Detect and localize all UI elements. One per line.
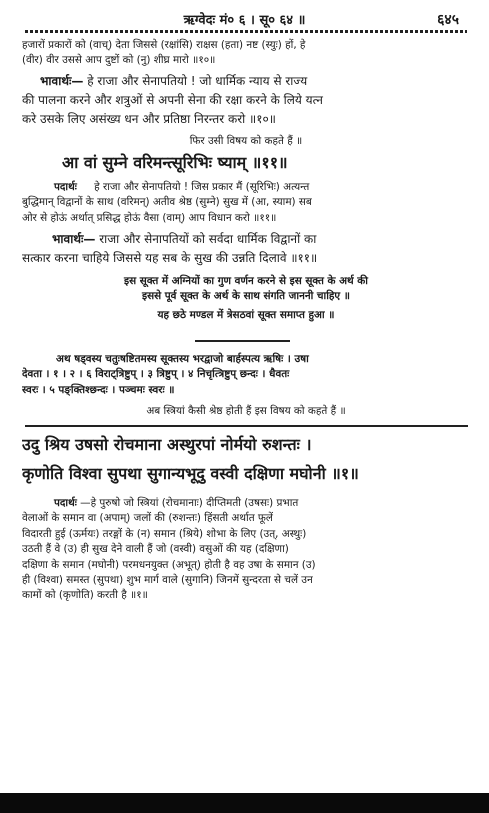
mantra-line: उदु श्रिय उषसो रोचमाना अस्थुरपां नोर्मयो रुशन्तः । — [22, 435, 312, 454]
text-line: वेलाओं के समान वा (अपाम्) जलों की (रुशन्तः) हिंसती अर्थात फूलें — [22, 512, 273, 525]
sukta-end-line: यह छठे मण्डल में त्रेसठवां सूक्त समाप्त हुआ ॥ — [157, 308, 335, 321]
bhavarth-label: भावार्थः— — [40, 74, 84, 88]
text-line: स्वरः । ५ पङ्क्तिश्छन्दः । पञ्चमः स्वरः ॥ — [22, 383, 175, 396]
text-line: बुद्धिमान् विद्वानों के साथ (वरिमन्) अतीव श्रेष्ठ (सुम्ने) सुख में (आ, स्याम) सब — [22, 196, 312, 209]
padarth-label: पदार्थः — [54, 181, 77, 193]
text-line: इससे पूर्व सूक्त के अर्थ के साथ संगति जाननी चाहिए ॥ — [142, 290, 350, 303]
padarth-label: पदार्थः — [54, 497, 77, 509]
text-line: उठती हैं वे (उ) ही सुख देने वाली हैं जो (वस्वी) वसुओं की यह (दक्षिणा) — [22, 543, 289, 556]
text-line — [22, 496, 470, 511]
text-line — [22, 180, 470, 195]
sukta-summary — [22, 274, 470, 323]
running-title: ऋग्वेदः मं० ६ । सू० ६४ ॥ — [183, 13, 306, 28]
text-line: ओर से होऊं अर्थात् प्रसिद्ध होऊं वैसा (वाम्) आप विधान करो ॥११॥ — [22, 211, 277, 224]
padarth-1 — [22, 496, 470, 604]
text-line: (वीर) वीर उससे आप दुष्टों को (नु) शीघ्र मारो ॥१०॥ — [22, 54, 216, 67]
text-line: करे उसके लिए असंख्य धन और प्रतिष्ठा निरन्तर करो ॥१०॥ — [22, 112, 276, 126]
text-line — [22, 72, 470, 91]
mantra-1 — [22, 432, 470, 486]
text-line: विदारती हुई (ऊर्मयः) तरङ्गों के (न) समान (श्रिये) शोभा के लिए (उत्, अस्थुः) — [22, 527, 307, 540]
bhavarth-label: भावार्थः— — [52, 232, 96, 246]
bhavarth-11 — [22, 230, 470, 268]
full-divider — [25, 425, 468, 427]
text-line: हजारों प्रकारों को (वाच्) देता जिससे (रक्षांसि) राक्षस (हता) नष्ट (स्युः) हों, हे — [22, 39, 306, 51]
text-line: दक्षिणा के समान (मघोनी) परमधनयुक्त (अभूत्) होती है वह उषा के समान (उ) — [22, 558, 316, 571]
scan-bottom-edge — [0, 793, 489, 813]
paragraph-continuation — [22, 38, 470, 69]
text-span: —हे पुरुषो जो स्त्रियां (रोचमानाः) दीप्तिमती (उषसः) प्रभात — [80, 497, 299, 509]
header-rule — [25, 30, 467, 33]
text-line: इस सूक्त में अग्नियों का गुण वर्णन करने से इस सूक्त के अर्थ की — [124, 275, 368, 287]
mantra-11: आ वां सुम्ने वरिमन्त्सूरिभिः ष्याम् ॥११॥ — [62, 153, 288, 172]
page-header — [0, 6, 489, 28]
text-line: कामों को (कृणोति) करती है ॥१॥ — [22, 589, 148, 602]
text-line: की पालना करने और शत्रुओं से अपनी सेना की रक्षा करने के लिये यत्न — [22, 93, 323, 107]
text-span: हे राजा और सेनापतियो ! जो धार्मिक न्याय से राज्य — [87, 74, 308, 88]
page-number: ६४५ — [437, 12, 459, 28]
text-line: ही (विश्वा) समस्त (सुपथा) शुभ मार्ग वाले (सुगानि) जिनमें सुन्दरता से चलें उन — [22, 574, 313, 587]
text-line — [22, 230, 470, 249]
text-line: अथ षड्वस्य चतुःषष्टितमस्य सूक्तस्य भरद्वाजो बार्हस्पत्य ऋषिः । उषा — [56, 353, 309, 365]
text-line: देवता । १ । २ । ६ विराट्त्रिष्टुप् । ३ त्रिष्टुप् । ४ निचृत्त्रिष्टुप् छन्दः । धैवतः — [22, 368, 290, 381]
short-divider — [195, 340, 290, 342]
text-line: सत्कार करना चाहिये जिससे यह सब के सुख की उन्नति दिलावे ॥११॥ — [22, 251, 318, 265]
sukta-intro — [22, 352, 470, 398]
intro-line: फिर उसी विषय को कहते हैं ॥ — [189, 135, 303, 147]
bhavarth-10 — [22, 72, 470, 129]
padarth-11 — [22, 180, 470, 226]
intro-line: अब स्त्रियां कैसी श्रेष्ठ होती हैं इस विषय को कहते हैं ॥ — [146, 405, 346, 417]
text-span: हे राजा और सेनापतियो ! जिस प्रकार मैं (सूरिभिः) अत्यन्त — [94, 181, 310, 193]
text-span: राजा और सेनापतियों को सर्वदा धार्मिक विद्वानों का — [99, 232, 317, 246]
mantra-line: कृणोति विश्वा सुपथा सुगान्यभूदु वस्वी दक्षिणा मघोनी ॥१॥ — [22, 464, 359, 483]
